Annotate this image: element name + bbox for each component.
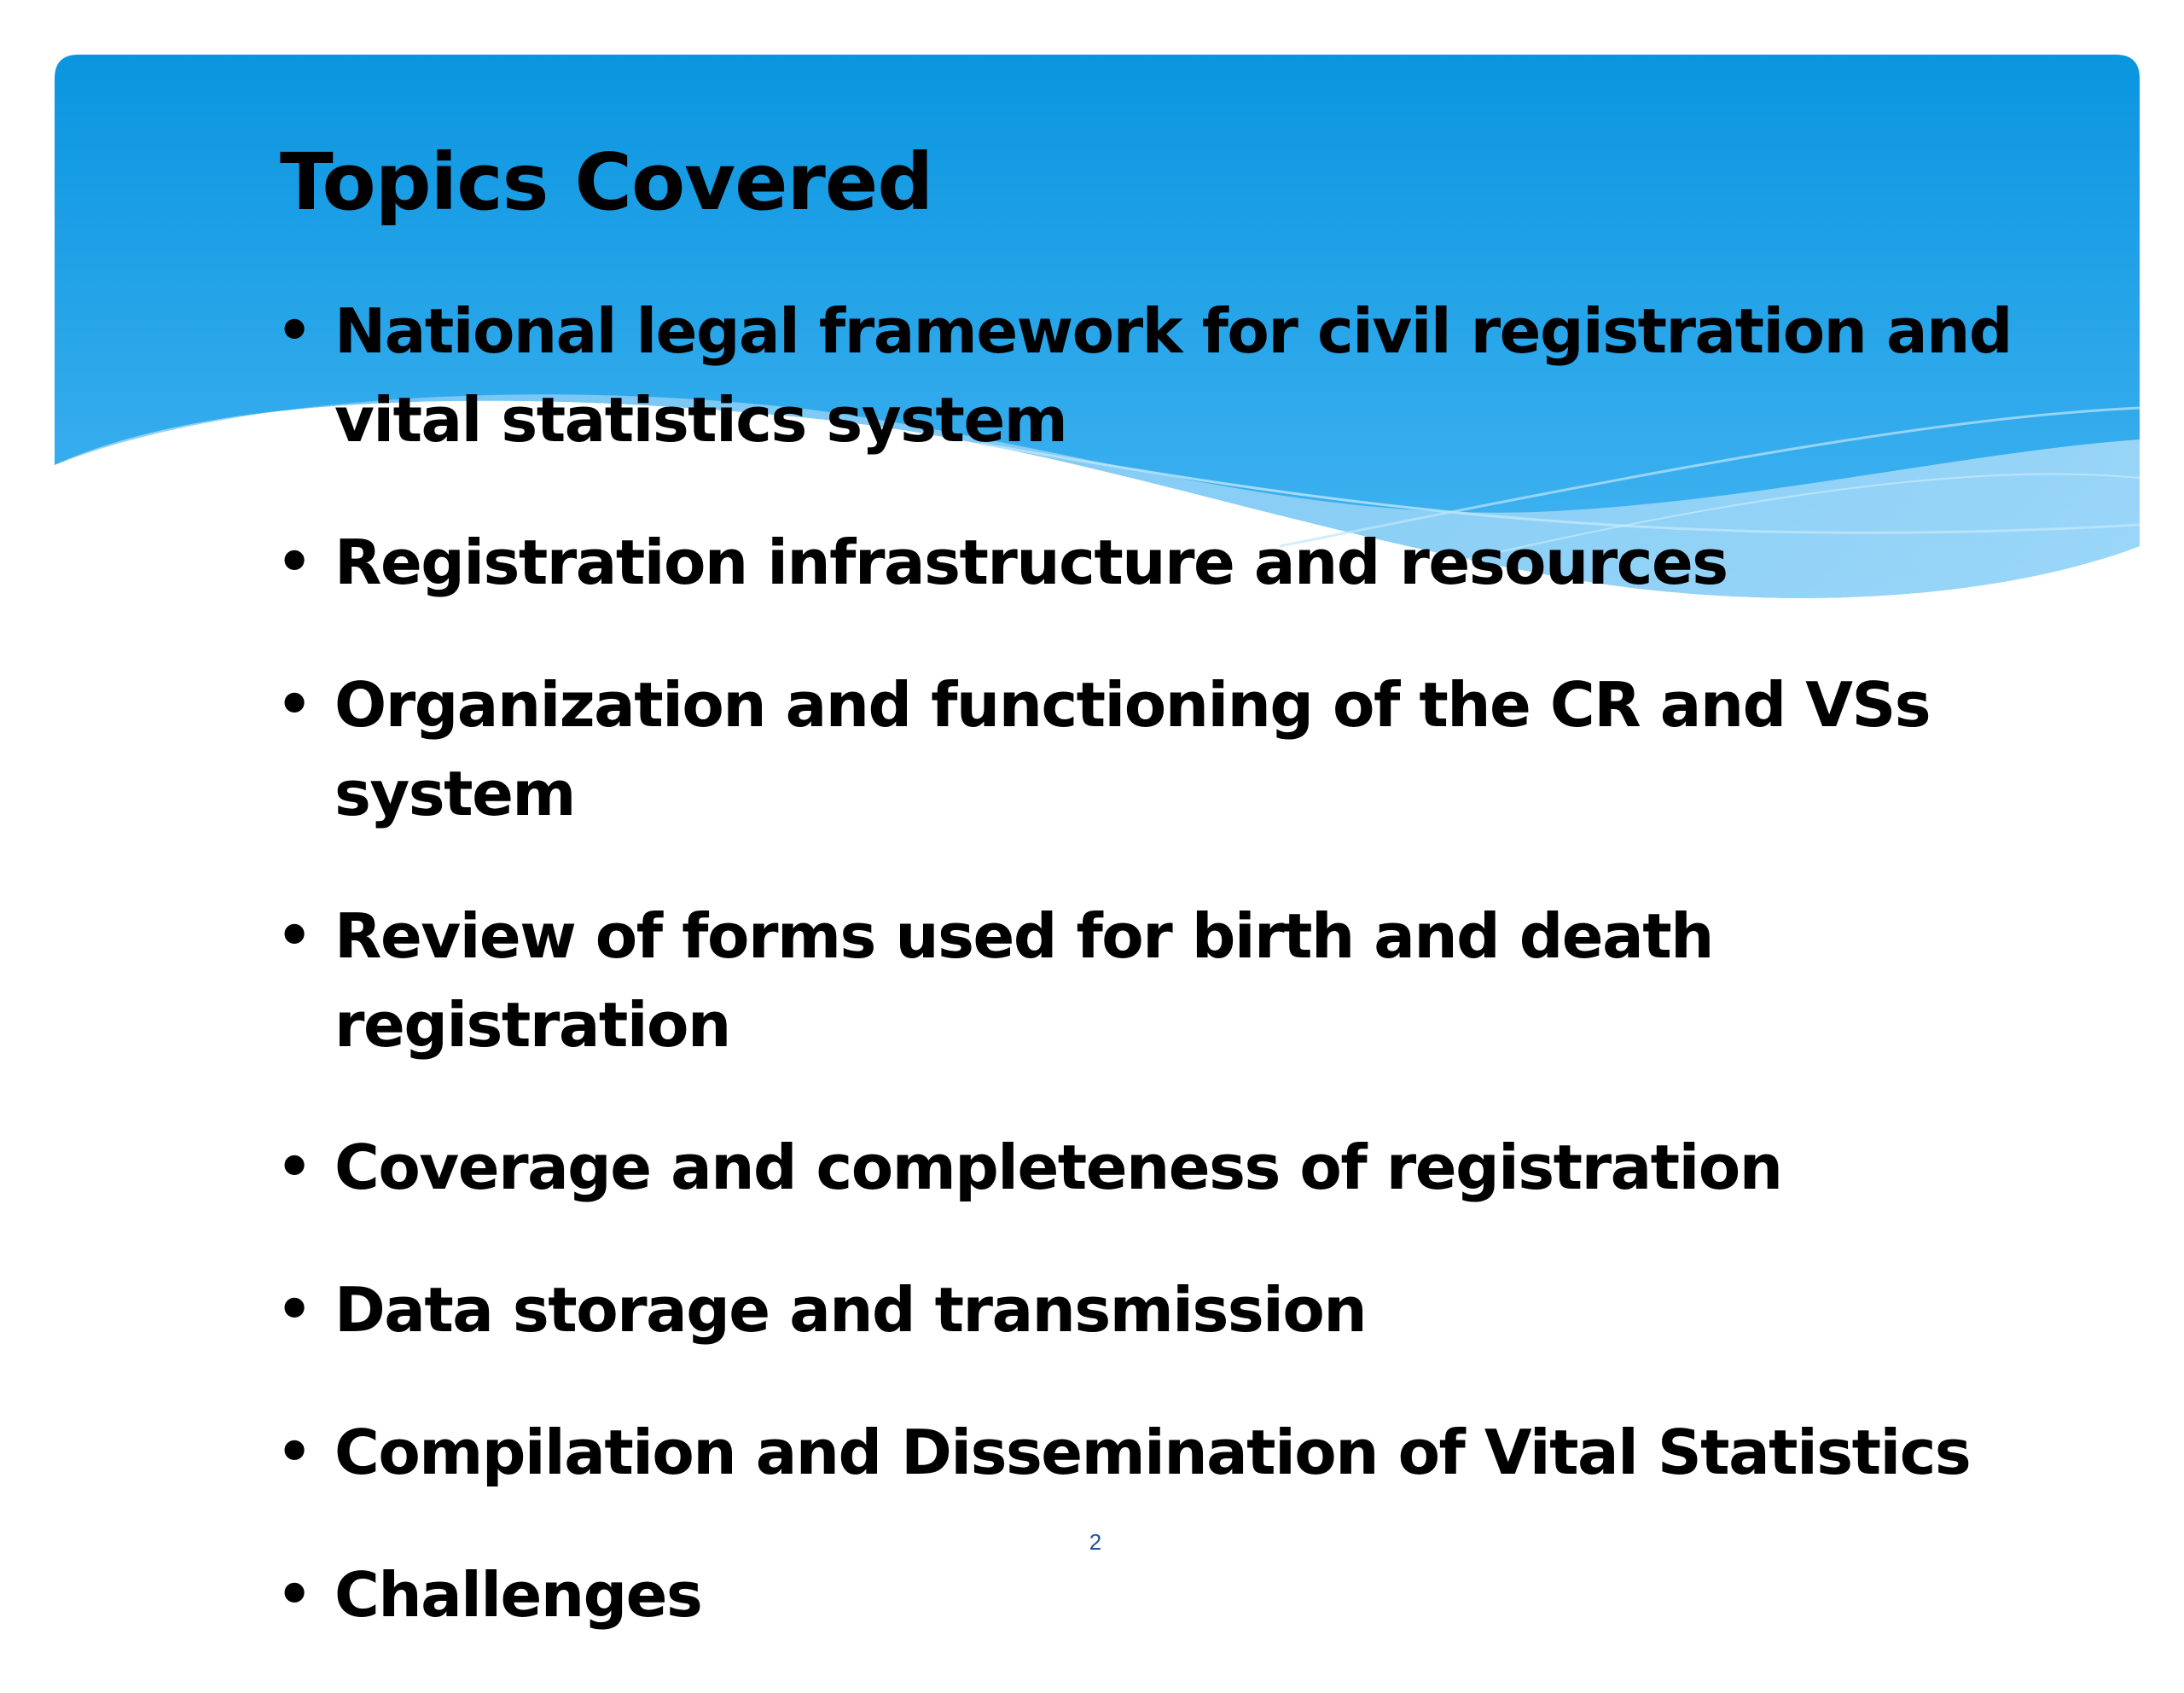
list-item-text: Registration infrastructure and resources	[334, 527, 1728, 598]
bullet-icon: •	[276, 903, 313, 969]
page-number: 2	[1089, 1529, 1102, 1555]
slide-title: Topics Covered	[280, 137, 933, 228]
list-item-text: Review of forms used for birth and death registration	[334, 900, 1713, 1061]
bullet-icon: •	[276, 529, 313, 595]
list-item-text: Compilation and Dissemination of Vital Statistics	[334, 1417, 1971, 1488]
list-item-text: Challenges	[334, 1559, 702, 1631]
list-item	[276, 892, 2119, 1069]
list-item-text: National legal framework for civil registration and vital statistics system	[334, 295, 2012, 456]
list-item	[276, 1550, 2119, 1639]
list-item	[276, 518, 2119, 607]
list-item	[276, 660, 2119, 838]
bullet-icon: •	[276, 1562, 313, 1627]
bullet-icon: •	[276, 1277, 313, 1342]
topics-list	[276, 287, 2119, 1693]
bullet-icon: •	[276, 1419, 313, 1485]
list-item-text: Data storage and transmission	[334, 1274, 1367, 1346]
list-item	[276, 287, 2119, 464]
list-item	[276, 1408, 2119, 1497]
list-item	[276, 1265, 2119, 1354]
list-item-text: Coverage and completeness of registration	[334, 1132, 1782, 1203]
bullet-icon: •	[276, 1134, 313, 1200]
list-item	[276, 1123, 2119, 1212]
list-item-text: Organization and functioning of the CR and VSs system	[334, 669, 1931, 829]
bullet-icon: •	[276, 672, 313, 737]
bullet-icon: •	[276, 298, 313, 364]
